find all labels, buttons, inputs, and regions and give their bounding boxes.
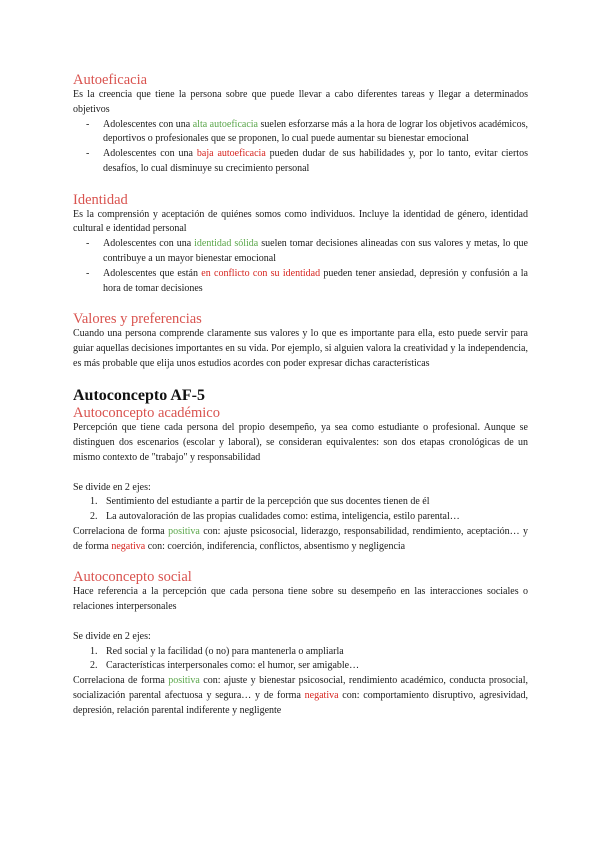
- academico-divide: Se divide en 2 ejes:: [73, 481, 151, 493]
- autoeficacia-intro: Es la creencia que tiene la persona sobre que puede llevar a cabo diferentes tareas y llegar a determinados objetivos: [73, 89, 528, 115]
- dash-bullet: -: [86, 267, 90, 279]
- list-item: [86, 237, 528, 267]
- correlation-text: Correlaciona de forma: [73, 675, 169, 687]
- list-number: 2.: [90, 511, 98, 523]
- list-item: [86, 118, 528, 148]
- correlation-text: con: coerción, indiferencia, conflictos, absentismo y negligencia: [145, 540, 406, 552]
- dash-bullet: -: [86, 148, 90, 160]
- identidad-list: [73, 237, 528, 296]
- list-item: [90, 510, 528, 525]
- list-item-text: Sentimiento del estudiante a partir de la percepción que sus docentes tienen de él: [106, 496, 430, 508]
- list-number: 2.: [90, 660, 98, 672]
- highlight-negative: en conflicto con su identidad: [201, 267, 321, 279]
- social-list: [73, 645, 528, 675]
- academico-list: [73, 495, 528, 525]
- list-item: [90, 659, 528, 674]
- title-af5: Autoconcepto AF-5: [73, 387, 205, 405]
- list-item-text: Adolescentes que están: [103, 267, 202, 279]
- list-item-text: Red social y la facilidad (o no) para mantenerla o ampliarla: [106, 645, 344, 657]
- list-item-text: pueden dudar de sus habilidades y, por lo tanto, evitar ciertos desafíos, lo cual disminuye su crecimiento personal: [103, 148, 528, 174]
- heading-valores: Valores y preferencias: [73, 311, 202, 328]
- highlight-positive: identidad sólida: [194, 238, 259, 250]
- list-item-text: Adolescentes con una: [103, 238, 195, 250]
- list-item: [86, 267, 528, 297]
- highlight-positive: alta autoeficacia: [192, 118, 258, 130]
- identidad-intro: Es la comprensión y aceptación de quiénes somos como individuos. Incluye la identidad de género, identidad cultural e identidad personal: [73, 208, 528, 235]
- social-correlation: [73, 674, 528, 718]
- highlight-positive: positiva: [168, 675, 200, 687]
- autoeficacia-list: [73, 118, 528, 177]
- heading-academico: Autoconcepto académico: [73, 405, 220, 422]
- list-item-text: Adolescentes con una: [103, 118, 193, 130]
- list-item-text: Características interpersonales como: el humor, ser amigable…: [106, 660, 360, 672]
- highlight-negative: baja autoeficacia: [196, 148, 266, 160]
- list-item-text: Adolescentes con una: [103, 148, 197, 160]
- list-item-text: pueden tener ansiedad, depresión y confusión a la hora de tomar decisiones: [103, 267, 528, 294]
- highlight-negative: negativa: [111, 540, 146, 552]
- correlation-text: con: comportamiento disruptivo, agresividad, depresión, relación parental indiferente y negligente: [73, 689, 528, 716]
- list-item-text: La autovaloración de las propias cualidades como: estima, inteligencia, estilo parental…: [106, 511, 460, 523]
- list-item: [86, 147, 528, 177]
- highlight-positive: positiva: [168, 525, 200, 537]
- heading-identidad: Identidad: [73, 191, 128, 208]
- social-intro: Hace referencia a la percepción que cada persona tiene sobre su desempeño en las interacciones sociales o relaciones interpersonales: [73, 586, 528, 613]
- dash-bullet: -: [86, 118, 90, 130]
- list-item-text: suelen esforzarse más a la hora de lograr los objetivos académicos, deportivos o profesionales que se proponen, lo cual puede aumentar su bienestar emocional: [103, 118, 528, 145]
- list-number: 1.: [90, 645, 98, 657]
- valores-text: Cuando una persona comprende claramente sus valores y lo que es importante para ella, esto puede servir para guiar aquellas decisiones importantes en su vida. Por ejemplo, si alguien valora la creatividad y la independencia, es más probable que elija unos estudios acordes con poder expresar dichas características: [73, 328, 528, 369]
- list-item: [90, 645, 528, 660]
- academico-correlation: [73, 525, 528, 555]
- dash-bullet: -: [86, 238, 90, 250]
- heading-autoeficacia: Autoeficacia: [73, 72, 148, 88]
- list-item: [90, 495, 528, 510]
- correlation-text: con: ajuste y bienestar psicosocial, rendimiento académico, conducta prosocial, socialización parental afectuosa y segura… y de forma: [73, 675, 528, 701]
- highlight-negative: negativa: [304, 689, 339, 701]
- correlation-text: con: ajuste psicosocial, liderazgo, responsabilidad, rendimiento, aceptación… y de forma: [73, 525, 528, 552]
- document-content: [73, 72, 528, 718]
- correlation-text: Correlaciona de forma: [73, 525, 169, 537]
- heading-social: Autoconcepto social: [73, 569, 192, 586]
- list-item-text: suelen tomar decisiones alineadas con sus valores y metas, lo que contribuye a un mayor bienestar emocional: [103, 238, 528, 264]
- social-divide: Se divide en 2 ejes:: [73, 630, 151, 642]
- academico-intro: Percepción que tiene cada persona del propio desempeño, ya sea como estudiante o profesional. Aunque se distinguen dos escenarios (escolar y laboral), se consideran equivalentes: son dos etapas cronológicas de un mismo contexto de "trabajo" y responsabilidad: [73, 422, 528, 463]
- list-number: 1.: [90, 496, 98, 508]
